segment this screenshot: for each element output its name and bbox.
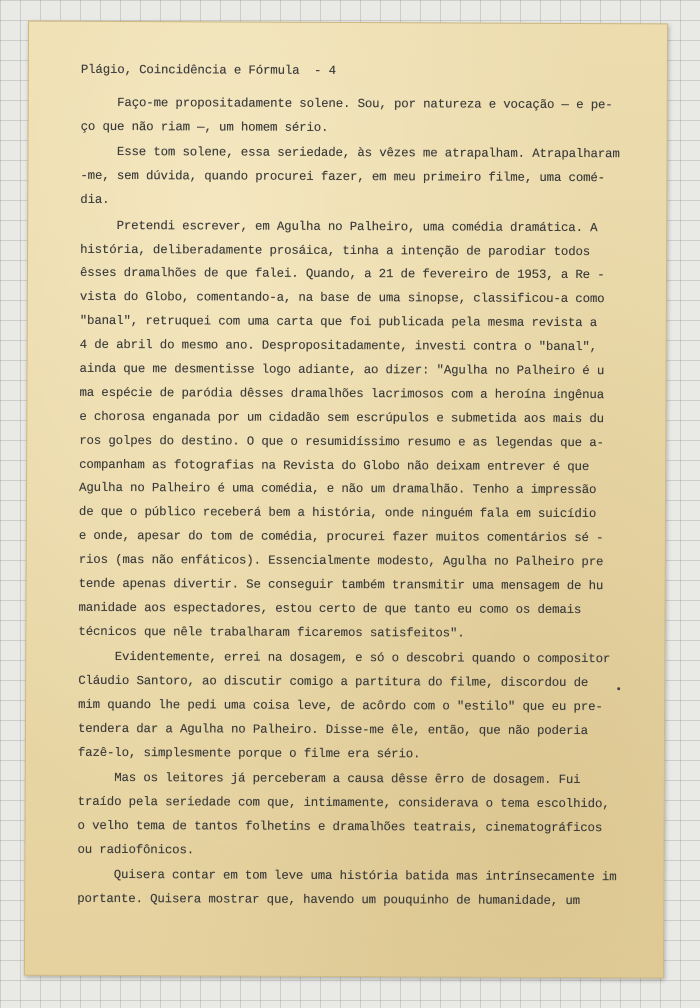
text-line: Faço-me propositadamente solene. Sou, por natureza e vocação — e pe-: [80, 95, 613, 113]
text-line: ainda que me desmentisse logo adiante, ao dizer: "Agulha no Palheiro é u: [79, 361, 605, 379]
text-line: fazê-lo, simplesmente porque o filme era sério.: [77, 745, 421, 762]
text-line: Esse tom solene, essa seriedade, às vêzes me atrapalham. Atrapalharam: [80, 145, 620, 162]
text-line: tende apenas divertir. Se conseguir também transmitir uma mensagem de hu: [78, 576, 604, 594]
paragraph: [81, 92, 641, 142]
text-line: e onde, apesar do tom de comédia, procurei fazer muitos comentários sé -: [78, 529, 604, 546]
text-line: companham as fotografias na Revista do Globo não deixam entrever é que: [79, 457, 590, 474]
text-line: dia.: [80, 192, 110, 208]
text-line: ros golpes do destino. O que o resumidíssimo resumo e as legendas que a-: [79, 433, 604, 450]
paragraphs: [77, 92, 641, 915]
page-header: Plágio, Coincidência e Fórmula - 4: [80, 62, 336, 78]
text-line: o velho tema de tantos folhetins e dramalhões teatrais, cinematográficos: [77, 818, 603, 836]
paragraph: [78, 646, 639, 768]
paragraph: [77, 864, 637, 914]
ink-speck: [617, 687, 620, 690]
typed-text-body: [77, 60, 641, 915]
text-line: vista do Globo, comentando-a, na base de uma sinopse, classificou-a como: [79, 290, 605, 307]
text-line: história, deliberadamente prosáica, tinha a intenção de parodiar todos: [80, 242, 591, 259]
text-line: ço que não riam —, um homem sério.: [80, 119, 329, 135]
text-line: êsses dramalhões de que falei. Quando, a 21 de fevereiro de 1953, a Re -: [79, 266, 605, 283]
text-line: tendera dar a Agulha no Palheiro. Disse-me êle, então, que não poderia: [77, 721, 589, 738]
text-line: portante. Quisera mostrar que, havendo um pouquinho de humanidade, um: [77, 892, 580, 909]
text-line: Quisera contar em tom leve uma história batida mas intrínsecamente im: [77, 868, 617, 885]
paragraph: [80, 141, 640, 215]
text-line: -me, sem dúvida, quando procurei fazer, em meu primeiro filme, uma comé-: [80, 169, 606, 186]
text-line: Agulha no Palheiro é uma comédia, e não um dramalhão. Tenho a impressão: [79, 481, 597, 498]
text-line: manidade aos espectadores, estou certo de que tanto eu como os demais: [78, 600, 582, 617]
text-line: Mas os leitores já perceberam a causa dêsse êrro de dosagem. Fui: [77, 771, 581, 788]
text-line: Pretendi escrever, em Agulha no Palheiro, uma comédia dramática. A: [80, 218, 598, 235]
paragraph: [77, 767, 637, 865]
text-line: mim quando lhe pedi uma coisa leve, de acôrdo com o "estilo" que eu pre-: [78, 697, 603, 715]
text-line: 4 de abril do mesmo ano. Despropositadamente, investi contra o "banal",: [79, 337, 597, 355]
text-line: "banal", retruquei com uma carta que foi publicada pela mesma revista a: [79, 314, 598, 331]
text-line: de que o público receberá bem a história, onde ninguém fala em suicídio: [78, 505, 597, 522]
text-line: técnicos que nêle trabalharam ficaremos satisfeitos".: [78, 624, 465, 641]
text-line: e chorosa enganada por um cidadão sem escrúpulos e submetida aos mais du: [79, 409, 604, 426]
text-line: Cláudio Santoro, ao discutir comigo a partitura do filme, discordou de: [78, 673, 589, 691]
text-line: ou radiofônicos.: [77, 842, 195, 858]
text-line: ma espécie de paródia dêsses dramalhões lacrimosos com a heroína ingênua: [79, 385, 605, 402]
text-line: Evidentemente, errei na dosagem, e só o descobri quando o compositor: [78, 650, 611, 667]
typewritten-page: [24, 21, 668, 979]
paragraph: [78, 214, 640, 646]
text-line: rios (mas não enfáticos). Essencialmente modesto, Agulha no Palheiro pre: [78, 552, 604, 570]
text-line: traído pela seriedade com que, intimamente, considerava o tema escolhido,: [77, 795, 610, 812]
